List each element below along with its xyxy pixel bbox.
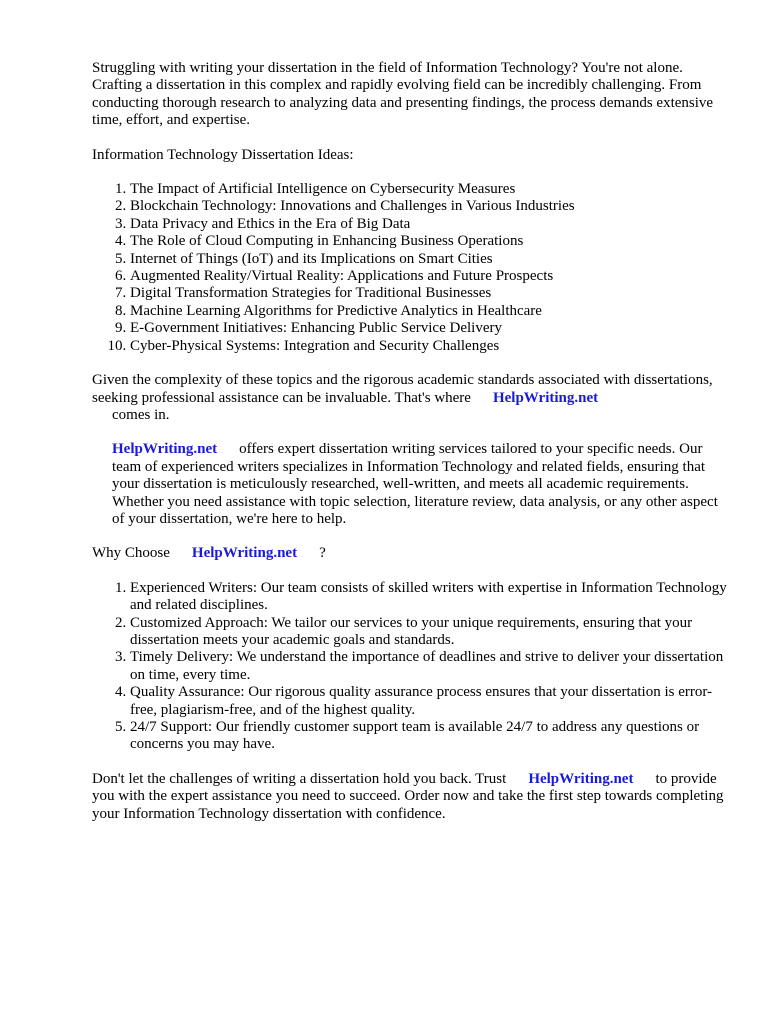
offers-paragraph: [92, 441, 732, 528]
why-choose-question-mark: ?: [319, 545, 326, 562]
closing-text-end: to provide you with the expert assistance you need to succeed. Order now and take the first step towards completing your Information Technology dissertation with confidence.: [92, 770, 724, 822]
idea-item: 9. E-Government Initiatives: Enhancing Public Service Delivery: [130, 320, 732, 337]
closing-text-start: Don't let the challenges of writing a dissertation hold you back. Trust: [92, 770, 507, 787]
idea-item: 6. Augmented Reality/Virtual Reality: Applications and Future Prospects: [130, 268, 732, 285]
why-choose-heading: [92, 545, 732, 562]
reason-item: 5. 24/7 Support: Our friendly customer support team is available 24/7 to address any questions or concerns you may have.: [130, 719, 732, 754]
ideas-list: [92, 181, 732, 355]
idea-item: 5. Internet of Things (IoT) and its Implications on Smart Cities: [130, 251, 732, 268]
helpwriting-link[interactable]: HelpWriting.net: [191, 545, 298, 562]
closing-paragraph: [92, 771, 732, 823]
idea-item: 2. Blockchain Technology: Innovations and Challenges in Various Industries: [130, 198, 732, 215]
intro-paragraph: Struggling with writing your dissertation in the field of Information Technology? You're not alone. Crafting a dissertation in this complex and rapidly evolving field can be incredibly challenging. From conducting thorough research to analyzing data and presenting findings, the process demands extensive time, effort, and expertise.: [92, 60, 714, 129]
ideas-heading: Information Technology Dissertation Ideas:: [92, 146, 354, 163]
idea-item: 4. The Role of Cloud Computing in Enhancing Business Operations: [130, 233, 732, 250]
document-page: [92, 60, 732, 823]
idea-item: 7. Digital Transformation Strategies for Traditional Businesses: [130, 285, 732, 302]
reason-item: 2. Customized Approach: We tailor our services to your unique requirements, ensuring that your dissertation meets your academic goals and standards.: [130, 615, 732, 650]
idea-item: 8. Machine Learning Algorithms for Predictive Analytics in Healthcare: [130, 303, 732, 320]
complexity-tail: comes in.: [112, 406, 170, 423]
reason-item: 4. Quality Assurance: Our rigorous quality assurance process ensures that your dissertation is error-free, plagiarism-free, and of the highest quality.: [130, 684, 732, 719]
helpwriting-link[interactable]: HelpWriting.net: [112, 441, 218, 458]
reason-item: 3. Timely Delivery: We understand the importance of deadlines and strive to deliver your dissertation on time, every time.: [130, 649, 732, 684]
complexity-paragraph: [92, 372, 732, 424]
offers-text: offers expert dissertation writing services tailored to your specific needs. Our team of experienced writers specializes in Information Technology and related fields, ensuring that your dissertation is meticulously researched, well-written, and meets all academic requirements. Whether you need assistance with topic selection, literature review, data analysis, or any other aspect of your dissertation, we're here to help.: [112, 441, 718, 527]
why-choose-text: Why Choose: [92, 545, 170, 562]
reason-item: 1. Experienced Writers: Our team consists of skilled writers with expertise in Information Technology and related disciplines.: [130, 580, 732, 615]
helpwriting-link[interactable]: HelpWriting.net: [492, 389, 599, 406]
idea-item: 3. Data Privacy and Ethics in the Era of Big Data: [130, 216, 732, 233]
helpwriting-link[interactable]: HelpWriting.net: [528, 770, 634, 787]
idea-item: 10. Cyber-Physical Systems: Integration and Security Challenges: [130, 338, 732, 355]
complexity-text: Given the complexity of these topics and the rigorous academic standards associated with dissertations, seeking professional assistance can be invaluable. That's where: [92, 372, 713, 406]
reasons-list: [92, 580, 732, 754]
idea-item: 1. The Impact of Artificial Intelligence on Cybersecurity Measures: [130, 181, 732, 198]
